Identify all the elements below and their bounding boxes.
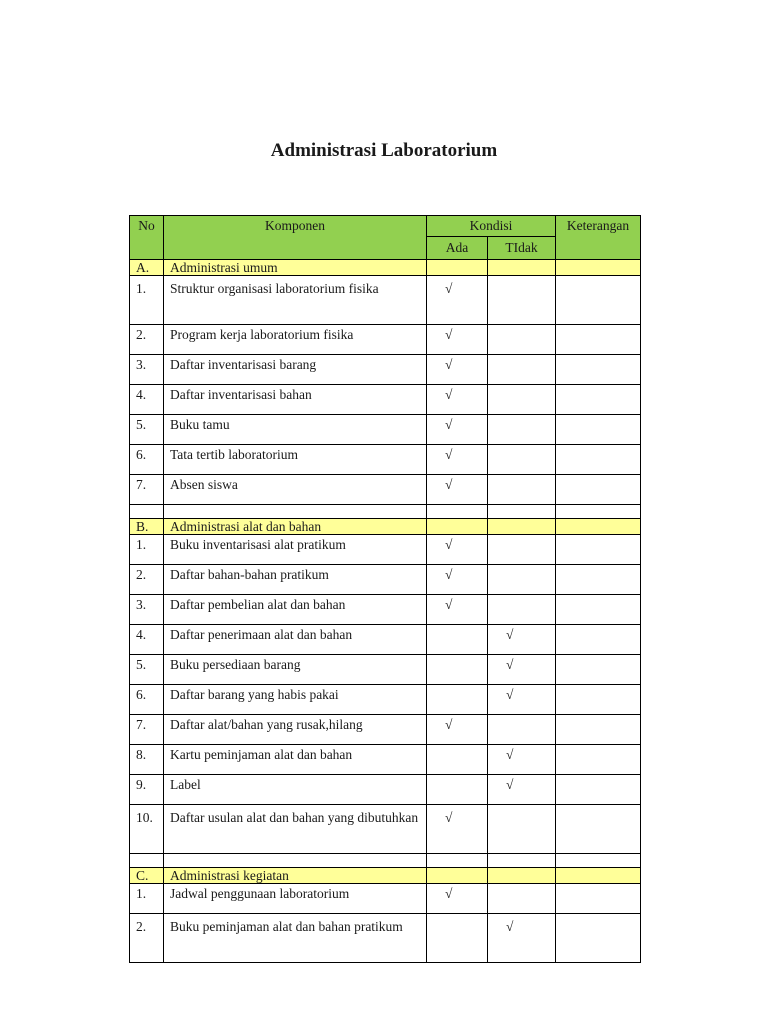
spacer-cell (556, 854, 641, 868)
tidak-cell (488, 715, 556, 745)
header-tidak: TIdak (488, 237, 556, 260)
row-komponen: Daftar inventarisasi bahan (164, 385, 427, 415)
row-komponen: Daftar pembelian alat dan bahan (164, 595, 427, 625)
ada-cell (427, 475, 488, 505)
ada-cell (427, 805, 488, 854)
ada-cell (427, 415, 488, 445)
row-number: 7. (130, 715, 164, 745)
tidak-cell (488, 565, 556, 595)
check-mark-icon: √ (506, 687, 514, 702)
row-number: 9. (130, 775, 164, 805)
check-mark-icon: √ (445, 327, 453, 342)
tidak-cell (488, 685, 556, 715)
tidak-cell (488, 415, 556, 445)
spacer-cell (130, 854, 164, 868)
spacer-cell (130, 505, 164, 519)
section-keterangan-cell (556, 260, 641, 276)
check-mark-icon: √ (506, 919, 514, 934)
table-row (130, 475, 641, 505)
page-title: Administrasi Laboratorium (270, 140, 498, 161)
row-number: 4. (130, 385, 164, 415)
row-komponen: Program kerja laboratorium fisika (164, 325, 427, 355)
keterangan-cell (556, 595, 641, 625)
tidak-cell (488, 475, 556, 505)
ada-cell (427, 355, 488, 385)
row-komponen: Daftar usulan alat dan bahan yang dibutuhkan (164, 805, 427, 854)
section-header-row (130, 868, 641, 884)
row-komponen: Absen siswa (164, 475, 427, 505)
ada-cell (427, 595, 488, 625)
row-komponen: Buku inventarisasi alat pratikum (164, 535, 427, 565)
row-number: 6. (130, 445, 164, 475)
section-keterangan-cell (556, 519, 641, 535)
row-komponen: Daftar alat/bahan yang rusak,hilang (164, 715, 427, 745)
tidak-cell (488, 884, 556, 914)
row-komponen: Daftar barang yang habis pakai (164, 685, 427, 715)
check-mark-icon: √ (445, 717, 453, 732)
row-number: 3. (130, 595, 164, 625)
check-mark-icon: √ (506, 777, 514, 792)
section-name: Administrasi alat dan bahan (164, 519, 427, 535)
table-row (130, 385, 641, 415)
row-number: 1. (130, 276, 164, 325)
section-letter: C. (130, 868, 164, 884)
row-komponen: Daftar inventarisasi barang (164, 355, 427, 385)
spacer-row (130, 505, 641, 519)
tidak-cell (488, 595, 556, 625)
section-letter: B. (130, 519, 164, 535)
table-row (130, 685, 641, 715)
table-row (130, 775, 641, 805)
spacer-cell (427, 505, 488, 519)
ada-cell (427, 775, 488, 805)
keterangan-cell (556, 884, 641, 914)
ada-cell (427, 655, 488, 685)
row-komponen: Buku peminjaman alat dan bahan pratikum (164, 914, 427, 963)
check-mark-icon: √ (445, 886, 453, 901)
section-ada-cell (427, 519, 488, 535)
row-komponen: Struktur organisasi laboratorium fisika (164, 276, 427, 325)
section-ada-cell (427, 260, 488, 276)
ada-cell (427, 715, 488, 745)
row-number: 10. (130, 805, 164, 854)
keterangan-cell (556, 625, 641, 655)
tidak-cell (488, 775, 556, 805)
keterangan-cell (556, 475, 641, 505)
table-row (130, 325, 641, 355)
row-number: 2. (130, 914, 164, 963)
table-row (130, 535, 641, 565)
tidak-cell (488, 535, 556, 565)
row-komponen: Buku tamu (164, 415, 427, 445)
check-mark-icon: √ (506, 657, 514, 672)
table-row (130, 805, 641, 854)
table-row (130, 715, 641, 745)
row-komponen: Label (164, 775, 427, 805)
ada-cell (427, 625, 488, 655)
row-number: 2. (130, 325, 164, 355)
tidak-cell (488, 625, 556, 655)
check-mark-icon: √ (445, 387, 453, 402)
table-row (130, 415, 641, 445)
tidak-cell (488, 914, 556, 963)
row-number: 5. (130, 655, 164, 685)
ada-cell (427, 685, 488, 715)
table-row (130, 625, 641, 655)
table-row (130, 276, 641, 325)
spacer-cell (488, 505, 556, 519)
table-row (130, 914, 641, 963)
keterangan-cell (556, 535, 641, 565)
table-row (130, 595, 641, 625)
ada-cell (427, 914, 488, 963)
ada-cell (427, 385, 488, 415)
row-number: 1. (130, 535, 164, 565)
row-number: 8. (130, 745, 164, 775)
table-row (130, 355, 641, 385)
table-row (130, 445, 641, 475)
keterangan-cell (556, 445, 641, 475)
tidak-cell (488, 276, 556, 325)
ada-cell (427, 565, 488, 595)
spacer-cell (164, 505, 427, 519)
keterangan-cell (556, 685, 641, 715)
row-komponen: Daftar bahan-bahan pratikum (164, 565, 427, 595)
ada-cell (427, 884, 488, 914)
keterangan-cell (556, 805, 641, 854)
spacer-row (130, 854, 641, 868)
tidak-cell (488, 355, 556, 385)
section-tidak-cell (488, 260, 556, 276)
check-mark-icon: √ (445, 537, 453, 552)
row-number: 1. (130, 884, 164, 914)
tidak-cell (488, 805, 556, 854)
check-mark-icon: √ (445, 357, 453, 372)
administration-table (129, 215, 641, 963)
header-ada: Ada (427, 237, 488, 260)
tidak-cell (488, 325, 556, 355)
keterangan-cell (556, 715, 641, 745)
row-komponen: Tata tertib laboratorium (164, 445, 427, 475)
check-mark-icon: √ (445, 447, 453, 462)
keterangan-cell (556, 385, 641, 415)
section-letter: A. (130, 260, 164, 276)
section-tidak-cell (488, 868, 556, 884)
section-header-row (130, 260, 641, 276)
keterangan-cell (556, 565, 641, 595)
keterangan-cell (556, 276, 641, 325)
row-number: 7. (130, 475, 164, 505)
keterangan-cell (556, 415, 641, 445)
spacer-cell (488, 854, 556, 868)
keterangan-cell (556, 655, 641, 685)
check-mark-icon: √ (506, 627, 514, 642)
row-number: 4. (130, 625, 164, 655)
row-komponen: Daftar penerimaan alat dan bahan (164, 625, 427, 655)
check-mark-icon: √ (445, 567, 453, 582)
table-row (130, 884, 641, 914)
section-header-row (130, 519, 641, 535)
tidak-cell (488, 655, 556, 685)
header-kondisi: Kondisi (427, 216, 556, 237)
row-number: 2. (130, 565, 164, 595)
tidak-cell (488, 745, 556, 775)
section-name: Administrasi kegiatan (164, 868, 427, 884)
row-komponen: Jadwal penggunaan laboratorium (164, 884, 427, 914)
spacer-cell (164, 854, 427, 868)
header-komponen: Komponen (164, 216, 427, 260)
row-komponen: Buku persediaan barang (164, 655, 427, 685)
row-number: 6. (130, 685, 164, 715)
check-mark-icon: √ (506, 747, 514, 762)
spacer-cell (556, 505, 641, 519)
row-komponen: Kartu peminjaman alat dan bahan (164, 745, 427, 775)
keterangan-cell (556, 325, 641, 355)
keterangan-cell (556, 745, 641, 775)
ada-cell (427, 276, 488, 325)
check-mark-icon: √ (445, 810, 453, 825)
table-row (130, 655, 641, 685)
check-mark-icon: √ (445, 417, 453, 432)
row-number: 5. (130, 415, 164, 445)
header-no: No (130, 216, 164, 260)
keterangan-cell (556, 914, 641, 963)
ada-cell (427, 445, 488, 475)
table-row (130, 745, 641, 775)
ada-cell (427, 535, 488, 565)
section-tidak-cell (488, 519, 556, 535)
check-mark-icon: √ (445, 597, 453, 612)
section-keterangan-cell (556, 868, 641, 884)
section-ada-cell (427, 868, 488, 884)
spacer-cell (427, 854, 488, 868)
ada-cell (427, 745, 488, 775)
keterangan-cell (556, 775, 641, 805)
table-row (130, 565, 641, 595)
check-mark-icon: √ (445, 477, 453, 492)
tidak-cell (488, 445, 556, 475)
keterangan-cell (556, 355, 641, 385)
row-number: 3. (130, 355, 164, 385)
ada-cell (427, 325, 488, 355)
tidak-cell (488, 385, 556, 415)
section-name: Administrasi umum (164, 260, 427, 276)
header-keterangan: Keterangan (556, 216, 641, 260)
check-mark-icon: √ (445, 281, 453, 296)
